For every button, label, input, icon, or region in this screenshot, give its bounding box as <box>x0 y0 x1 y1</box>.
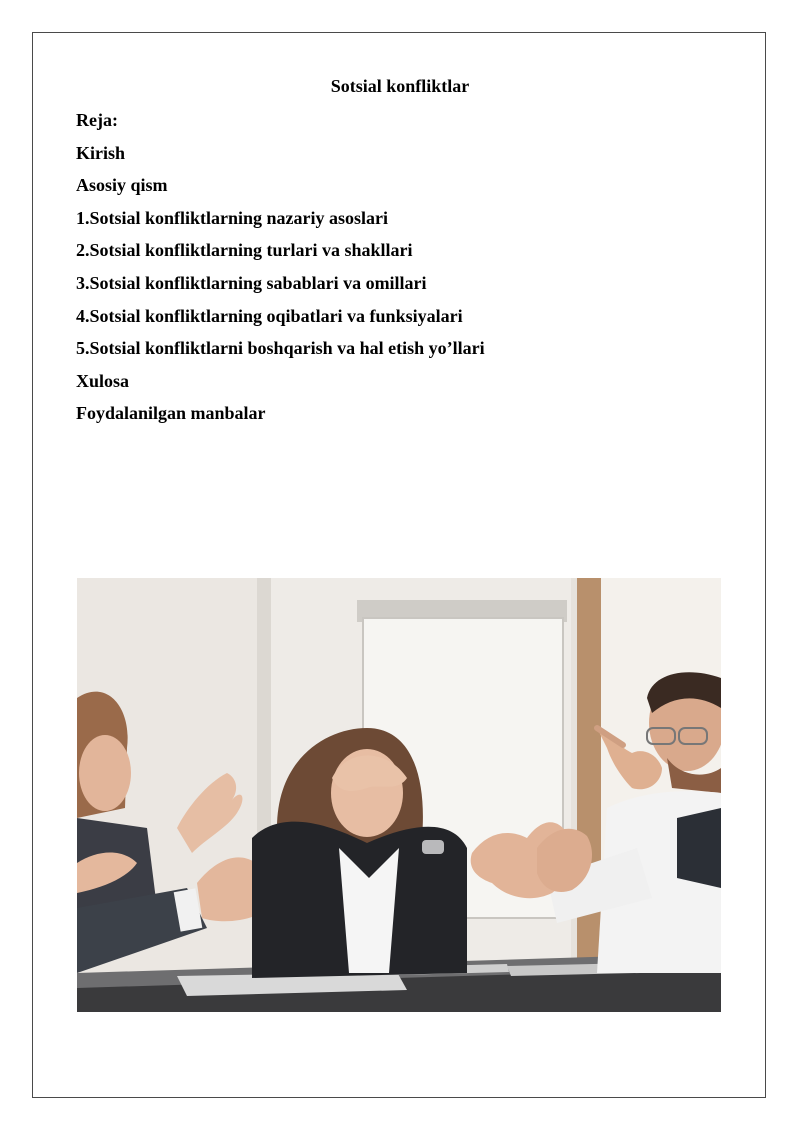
outline-item-2: 2.Sotsial konfliktlarning turlari va shakllari <box>76 240 413 261</box>
outline-item-1: 1.Sotsial konfliktlarning nazariy asoslari <box>76 207 389 228</box>
plan-outline <box>76 109 485 435</box>
outline-item-main-part: Asosiy qism <box>76 175 168 196</box>
outline-item-conclusion: Xulosa <box>76 370 130 391</box>
outline-item-introduction: Kirish <box>76 142 126 163</box>
outline-heading-plan: Reja: <box>76 110 118 130</box>
outline-item-3: 3.Sotsial konfliktlarning sabablari va omillari <box>76 272 427 293</box>
outline-item-references: Foydalanilgan manbalar <box>76 403 266 424</box>
document-title: Sotsial konfliktlar <box>330 76 470 96</box>
outline-item-5: 5.Sotsial konfliktlarni boshqarish va hal etish yo’llari <box>76 338 485 359</box>
outline-item-4: 4.Sotsial konfliktlarning oqibatlari va funksiyalari <box>76 305 463 326</box>
conflict-photo <box>77 578 721 1012</box>
